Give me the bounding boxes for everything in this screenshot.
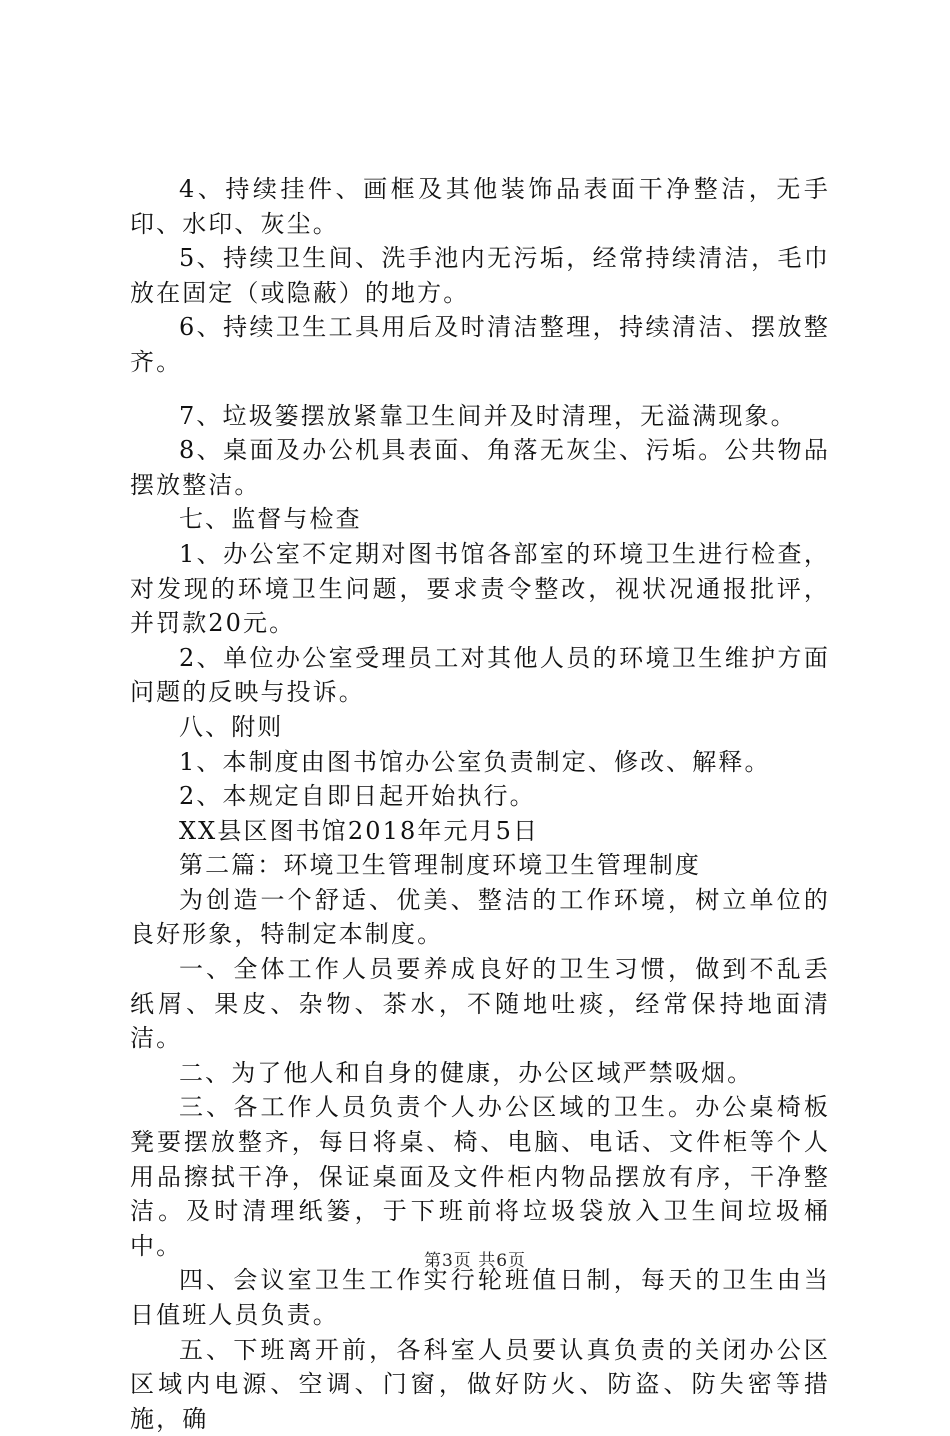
paragraph-rule-2: 二、为了他人和自身的健康，办公区域严禁吸烟。 (179, 1058, 754, 1087)
paragraph-gap (130, 380, 830, 399)
paragraph-item-5: 5、持续卫生间、洗手池内无污垢，经常持续清洁，毛巾放在固定（或隐蔽）的地方。 (130, 244, 830, 307)
paragraph-intro: 为创造一个舒适、优美、整洁的工作环境，树立单位的良好形象，特制定本制度。 (130, 885, 830, 949)
paragraph-appendix-2: 2、本规定自即日起开始执行。 (179, 782, 536, 811)
paragraph-supervision-2: 2、单位办公室受理员工对其他人员的环境卫生维护方面问题的反映与投诉。 (130, 643, 830, 707)
paragraph-rule-4: 四、会议室卫生工作实行轮班值日制，每天的卫生由当日值班人员负责。 (130, 1266, 830, 1329)
paragraph-item-7: 7、垃圾篓摆放紧靠卫生间并及时清理，无溢满现象。 (179, 401, 797, 430)
chapter-title: 第二篇：环境卫生管理制度环境卫生管理制度 (179, 851, 701, 880)
paragraph-supervision-1: 1、办公室不定期对图书馆各部室的环境卫生进行检查，对发现的环境卫生问题，要求责令整改，视状况通报批评，并罚款20元。 (130, 539, 830, 638)
paragraph-rule-1: 一、全体工作人员要养成良好的卫生习惯，做到不乱丢纸屑、果皮、杂物、茶水，不随地吐痰，经常保持地面清洁。 (130, 955, 830, 1053)
paragraph-appendix-1: 1、本制度由图书馆办公室负责制定、修改、解释。 (179, 747, 771, 776)
page-number-footer: 第3页 共6页 (423, 1251, 527, 1271)
section-heading-appendix: 八、附则 (179, 712, 284, 741)
paragraph-item-6: 6、持续卫生工具用后及时清洁整理，持续清洁、摆放整齐。 (130, 313, 830, 376)
signature-date-line: XX县区图书馆2018年元月5日 (179, 816, 540, 845)
section-heading-supervision: 七、监督与检查 (179, 505, 362, 534)
paragraph-item-4: 4、持续挂件、画框及其他装饰品表面干净整洁，无手印、水印、灰尘。 (130, 175, 830, 238)
paragraph-item-8: 8、桌面及办公机具表面、角落无灰尘、污垢。公共物品摆放整洁。 (130, 436, 830, 499)
paragraph-rule-5: 五、下班离开前，各科室人员要认真负责的关闭办公区区域内电源、空调、门窗，做好防火、防盗、防失密等措施，确 (130, 1335, 830, 1433)
paragraph-rule-3: 三、各工作人员负责个人办公区域的卫生。办公桌椅板凳要摆放整齐，每日将桌、椅、电脑、电话、文件柜等个人用品擦拭干净，保证桌面及文件柜内物品摆放有序，干净整洁。及时清理纸篓，于下班前将垃圾袋放入卫生间垃圾桶中。 (130, 1093, 830, 1260)
